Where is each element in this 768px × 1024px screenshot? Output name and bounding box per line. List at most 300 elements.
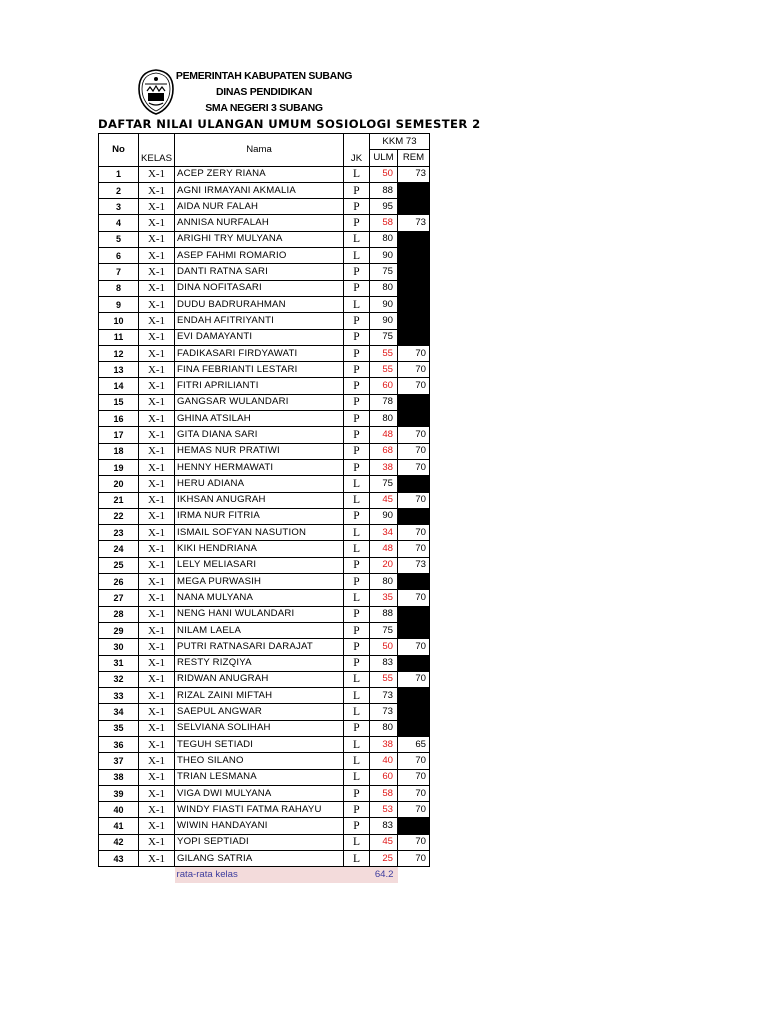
row-jk: P [344, 378, 370, 394]
row-ulm: 45 [370, 492, 398, 508]
row-kelas: X-1 [139, 785, 175, 801]
row-nama: NENG HANI WULANDARI [175, 606, 344, 622]
table-row [99, 688, 430, 704]
row-rem [398, 606, 430, 622]
row-ulm: 60 [370, 378, 398, 394]
row-ulm: 25 [370, 851, 398, 867]
row-kelas: X-1 [139, 590, 175, 606]
table-row [99, 639, 430, 655]
row-ulm: 73 [370, 704, 398, 720]
row-kelas: X-1 [139, 394, 175, 410]
row-rem: 70 [398, 492, 430, 508]
row-no: 22 [99, 508, 139, 524]
row-jk: P [344, 655, 370, 671]
table-row [99, 280, 430, 296]
row-kelas: X-1 [139, 736, 175, 752]
row-rem: 70 [398, 802, 430, 818]
row-rem [398, 199, 430, 215]
row-jk: P [344, 802, 370, 818]
table-row [99, 769, 430, 785]
row-nama: PUTRI RATNASARI DARAJAT [175, 639, 344, 655]
row-kelas: X-1 [139, 818, 175, 834]
table-row [99, 411, 430, 427]
row-kelas: X-1 [139, 704, 175, 720]
row-kelas: X-1 [139, 622, 175, 638]
row-no: 1 [99, 166, 139, 182]
row-rem: 70 [398, 345, 430, 361]
row-nama: HERU ADIANA [175, 476, 344, 492]
row-rem: 73 [398, 215, 430, 231]
row-nama: EVI DAMAYANTI [175, 329, 344, 345]
row-jk: L [344, 753, 370, 769]
class-average-label: rata-rata kelas [175, 867, 344, 883]
row-kelas: X-1 [139, 411, 175, 427]
row-rem [398, 280, 430, 296]
class-average-value: 64.2 [370, 867, 398, 883]
row-jk: L [344, 166, 370, 182]
header-nama: Nama [175, 134, 344, 167]
grade-table [98, 133, 430, 883]
row-no: 25 [99, 557, 139, 573]
row-rem [398, 818, 430, 834]
row-rem [398, 411, 430, 427]
row-rem [398, 264, 430, 280]
row-nama: AGNI IRMAYANI AKMALIA [175, 182, 344, 198]
row-nama: RIDWAN ANUGRAH [175, 671, 344, 687]
table-row [99, 362, 430, 378]
row-kelas: X-1 [139, 264, 175, 280]
row-no: 40 [99, 802, 139, 818]
row-ulm: 80 [370, 280, 398, 296]
row-nama: RIZAL ZAINI MIFTAH [175, 688, 344, 704]
row-nama: FITRI APRILIANTI [175, 378, 344, 394]
table-row [99, 590, 430, 606]
row-ulm: 88 [370, 606, 398, 622]
row-nama: DUDU BADRURAHMAN [175, 296, 344, 312]
row-nama: GANGSAR WULANDARI [175, 394, 344, 410]
row-ulm: 58 [370, 215, 398, 231]
row-jk: P [344, 720, 370, 736]
row-jk: P [344, 508, 370, 524]
row-nama: TEGUH SETIADI [175, 736, 344, 752]
row-ulm: 20 [370, 557, 398, 573]
row-ulm: 90 [370, 296, 398, 312]
row-ulm: 78 [370, 394, 398, 410]
row-kelas: X-1 [139, 345, 175, 361]
page-title: DAFTAR NILAI ULANGAN UMUM SOSIOLOGI SEMESTER 2 [98, 117, 481, 131]
row-nama: ASEP FAHMI ROMARIO [175, 248, 344, 264]
row-jk: L [344, 704, 370, 720]
row-kelas: X-1 [139, 655, 175, 671]
row-rem: 70 [398, 362, 430, 378]
table-row [99, 394, 430, 410]
row-rem: 73 [398, 166, 430, 182]
row-ulm: 55 [370, 671, 398, 687]
row-no: 8 [99, 280, 139, 296]
table-row [99, 525, 430, 541]
row-nama: WINDY FIASTI FATMA RAHAYU [175, 802, 344, 818]
row-ulm: 90 [370, 508, 398, 524]
row-jk: L [344, 476, 370, 492]
table-row [99, 492, 430, 508]
row-no: 29 [99, 622, 139, 638]
row-kelas: X-1 [139, 688, 175, 704]
row-nama: THEO SILANO [175, 753, 344, 769]
table-row [99, 834, 430, 850]
row-no: 7 [99, 264, 139, 280]
row-ulm: 73 [370, 688, 398, 704]
class-average-row [99, 867, 430, 883]
table-row [99, 753, 430, 769]
row-ulm: 95 [370, 199, 398, 215]
row-no: 13 [99, 362, 139, 378]
table-row [99, 182, 430, 198]
row-rem [398, 313, 430, 329]
row-kelas: X-1 [139, 802, 175, 818]
row-no: 3 [99, 199, 139, 215]
row-no: 5 [99, 231, 139, 247]
row-kelas: X-1 [139, 753, 175, 769]
header-kkm: KKM 73 [370, 134, 430, 150]
row-jk: P [344, 443, 370, 459]
row-jk: P [344, 345, 370, 361]
row-kelas: X-1 [139, 851, 175, 867]
row-no: 4 [99, 215, 139, 231]
table-row [99, 606, 430, 622]
row-rem [398, 248, 430, 264]
row-ulm: 80 [370, 231, 398, 247]
row-ulm: 53 [370, 802, 398, 818]
row-rem [398, 704, 430, 720]
row-nama: IRMA NUR FITRIA [175, 508, 344, 524]
row-no: 17 [99, 427, 139, 443]
row-ulm: 45 [370, 834, 398, 850]
row-kelas: X-1 [139, 427, 175, 443]
row-kelas: X-1 [139, 280, 175, 296]
row-rem [398, 574, 430, 590]
table-row [99, 296, 430, 312]
table-row [99, 199, 430, 215]
row-kelas: X-1 [139, 378, 175, 394]
table-row [99, 476, 430, 492]
row-no: 24 [99, 541, 139, 557]
row-jk: P [344, 606, 370, 622]
table-row [99, 720, 430, 736]
row-kelas: X-1 [139, 508, 175, 524]
row-ulm: 80 [370, 574, 398, 590]
row-nama: ANNISA NURFALAH [175, 215, 344, 231]
row-kelas: X-1 [139, 541, 175, 557]
row-no: 32 [99, 671, 139, 687]
row-no: 18 [99, 443, 139, 459]
row-ulm: 75 [370, 476, 398, 492]
row-nama: LELY MELIASARI [175, 557, 344, 573]
row-kelas: X-1 [139, 166, 175, 182]
row-ulm: 40 [370, 753, 398, 769]
table-row [99, 329, 430, 345]
table-row [99, 443, 430, 459]
row-kelas: X-1 [139, 199, 175, 215]
table-row [99, 704, 430, 720]
header-agency: DINAS PENDIDIKAN [215, 86, 313, 98]
row-kelas: X-1 [139, 215, 175, 231]
row-nama: SAEPUL ANGWAR [175, 704, 344, 720]
row-jk: L [344, 688, 370, 704]
row-ulm: 50 [370, 639, 398, 655]
row-ulm: 75 [370, 622, 398, 638]
row-jk: P [344, 785, 370, 801]
row-rem: 70 [398, 639, 430, 655]
table-row [99, 574, 430, 590]
table-row [99, 378, 430, 394]
row-ulm: 80 [370, 411, 398, 427]
row-ulm: 48 [370, 541, 398, 557]
row-no: 39 [99, 785, 139, 801]
row-no: 30 [99, 639, 139, 655]
row-rem: 70 [398, 769, 430, 785]
row-ulm: 55 [370, 362, 398, 378]
table-row [99, 802, 430, 818]
row-no: 14 [99, 378, 139, 394]
table-row [99, 851, 430, 867]
row-nama: DANTI RATNA SARI [175, 264, 344, 280]
row-no: 43 [99, 851, 139, 867]
row-nama: WIWIN HANDAYANI [175, 818, 344, 834]
row-kelas: X-1 [139, 574, 175, 590]
row-no: 27 [99, 590, 139, 606]
row-no: 20 [99, 476, 139, 492]
row-jk: P [344, 182, 370, 198]
row-ulm: 75 [370, 329, 398, 345]
row-kelas: X-1 [139, 720, 175, 736]
row-ulm: 35 [370, 590, 398, 606]
row-jk: P [344, 215, 370, 231]
row-rem [398, 296, 430, 312]
row-jk: P [344, 574, 370, 590]
row-rem [398, 394, 430, 410]
table-row [99, 557, 430, 573]
row-rem: 70 [398, 671, 430, 687]
row-kelas: X-1 [139, 834, 175, 850]
row-kelas: X-1 [139, 313, 175, 329]
row-nama: FADIKASARI FIRDYAWATI [175, 345, 344, 361]
grade-rows [99, 166, 430, 867]
row-kelas: X-1 [139, 443, 175, 459]
row-nama: ARIGHI TRY MULYANA [175, 231, 344, 247]
row-no: 11 [99, 329, 139, 345]
row-ulm: 75 [370, 264, 398, 280]
row-nama: DINA NOFITASARI [175, 280, 344, 296]
row-jk: L [344, 525, 370, 541]
row-nama: FINA FEBRIANTI LESTARI [175, 362, 344, 378]
table-row [99, 671, 430, 687]
row-jk: L [344, 834, 370, 850]
row-jk: P [344, 280, 370, 296]
table-row [99, 622, 430, 638]
row-jk: P [344, 557, 370, 573]
row-rem [398, 508, 430, 524]
row-no: 36 [99, 736, 139, 752]
table-row [99, 818, 430, 834]
row-no: 21 [99, 492, 139, 508]
table-row [99, 785, 430, 801]
header-ulm: ULM [370, 150, 398, 166]
row-ulm: 34 [370, 525, 398, 541]
row-kelas: X-1 [139, 362, 175, 378]
row-jk: P [344, 394, 370, 410]
row-no: 9 [99, 296, 139, 312]
row-jk: P [344, 329, 370, 345]
header-jk: JK [344, 134, 370, 167]
row-rem: 70 [398, 541, 430, 557]
row-rem: 70 [398, 443, 430, 459]
row-rem: 70 [398, 834, 430, 850]
row-nama: GHINA ATSILAH [175, 411, 344, 427]
row-jk: P [344, 411, 370, 427]
row-jk: P [344, 362, 370, 378]
row-no: 31 [99, 655, 139, 671]
table-row [99, 655, 430, 671]
header-rem: REM [398, 150, 430, 166]
table-row [99, 215, 430, 231]
row-nama: NANA MULYANA [175, 590, 344, 606]
row-nama: KIKI HENDRIANA [175, 541, 344, 557]
row-no: 37 [99, 753, 139, 769]
row-ulm: 48 [370, 427, 398, 443]
row-jk: P [344, 459, 370, 475]
table-row [99, 459, 430, 475]
row-kelas: X-1 [139, 525, 175, 541]
row-no: 10 [99, 313, 139, 329]
row-nama: VIGA DWI MULYANA [175, 785, 344, 801]
row-nama: ACEP ZERY RIANA [175, 166, 344, 182]
row-ulm: 83 [370, 818, 398, 834]
row-jk: L [344, 296, 370, 312]
row-nama: GITA DIANA SARI [175, 427, 344, 443]
header-kelas: KELAS [139, 134, 175, 167]
table-row [99, 508, 430, 524]
row-ulm: 80 [370, 720, 398, 736]
row-nama: HEMAS NUR PRATIWI [175, 443, 344, 459]
row-kelas: X-1 [139, 671, 175, 687]
row-nama: GILANG SATRIA [175, 851, 344, 867]
row-no: 16 [99, 411, 139, 427]
row-ulm: 68 [370, 443, 398, 459]
row-no: 33 [99, 688, 139, 704]
header-school: SMA NEGERI 3 SUBANG [205, 102, 323, 114]
row-rem: 70 [398, 525, 430, 541]
row-jk: P [344, 199, 370, 215]
row-kelas: X-1 [139, 459, 175, 475]
row-no: 12 [99, 345, 139, 361]
row-ulm: 58 [370, 785, 398, 801]
row-rem: 70 [398, 851, 430, 867]
row-rem [398, 182, 430, 198]
row-nama: ISMAIL SOFYAN NASUTION [175, 525, 344, 541]
row-rem: 73 [398, 557, 430, 573]
row-no: 28 [99, 606, 139, 622]
table-row [99, 541, 430, 557]
table-row [99, 166, 430, 182]
row-no: 34 [99, 704, 139, 720]
row-no: 23 [99, 525, 139, 541]
row-no: 42 [99, 834, 139, 850]
row-nama: MEGA PURWASIH [175, 574, 344, 590]
row-rem: 70 [398, 753, 430, 769]
row-ulm: 90 [370, 248, 398, 264]
row-kelas: X-1 [139, 476, 175, 492]
row-ulm: 50 [370, 166, 398, 182]
row-jk: P [344, 313, 370, 329]
row-kelas: X-1 [139, 557, 175, 573]
row-jk: L [344, 736, 370, 752]
row-nama: AIDA NUR FALAH [175, 199, 344, 215]
row-jk: P [344, 427, 370, 443]
row-rem [398, 231, 430, 247]
row-rem [398, 329, 430, 345]
table-row [99, 313, 430, 329]
row-jk: L [344, 541, 370, 557]
row-no: 35 [99, 720, 139, 736]
row-ulm: 38 [370, 459, 398, 475]
row-kelas: X-1 [139, 639, 175, 655]
row-rem: 70 [398, 459, 430, 475]
row-kelas: X-1 [139, 231, 175, 247]
row-ulm: 60 [370, 769, 398, 785]
row-rem: 70 [398, 427, 430, 443]
row-nama: YOPI SEPTIADI [175, 834, 344, 850]
row-jk: L [344, 248, 370, 264]
row-kelas: X-1 [139, 492, 175, 508]
row-jk: L [344, 492, 370, 508]
row-no: 19 [99, 459, 139, 475]
header-no: No [99, 134, 139, 167]
row-jk: P [344, 818, 370, 834]
row-jk: L [344, 231, 370, 247]
table-row [99, 736, 430, 752]
table-row [99, 231, 430, 247]
row-rem [398, 720, 430, 736]
row-kelas: X-1 [139, 248, 175, 264]
row-jk: P [344, 264, 370, 280]
row-rem: 70 [398, 785, 430, 801]
table-row [99, 248, 430, 264]
row-no: 38 [99, 769, 139, 785]
row-no: 15 [99, 394, 139, 410]
row-no: 2 [99, 182, 139, 198]
row-ulm: 90 [370, 313, 398, 329]
row-rem: 70 [398, 378, 430, 394]
table-row [99, 264, 430, 280]
row-nama: TRIAN LESMANA [175, 769, 344, 785]
row-rem [398, 688, 430, 704]
row-jk: P [344, 622, 370, 638]
row-jk: L [344, 671, 370, 687]
row-kelas: X-1 [139, 329, 175, 345]
row-ulm: 88 [370, 182, 398, 198]
row-nama: HENNY HERMAWATI [175, 459, 344, 475]
row-no: 6 [99, 248, 139, 264]
row-nama: RESTY RIZQIYA [175, 655, 344, 671]
row-jk: L [344, 590, 370, 606]
row-nama: NILAM LAELA [175, 622, 344, 638]
row-ulm: 55 [370, 345, 398, 361]
header-government: PEMERINTAH KABUPATEN SUBANG [175, 70, 353, 82]
row-jk: P [344, 639, 370, 655]
row-ulm: 38 [370, 736, 398, 752]
row-rem: 65 [398, 736, 430, 752]
row-kelas: X-1 [139, 296, 175, 312]
